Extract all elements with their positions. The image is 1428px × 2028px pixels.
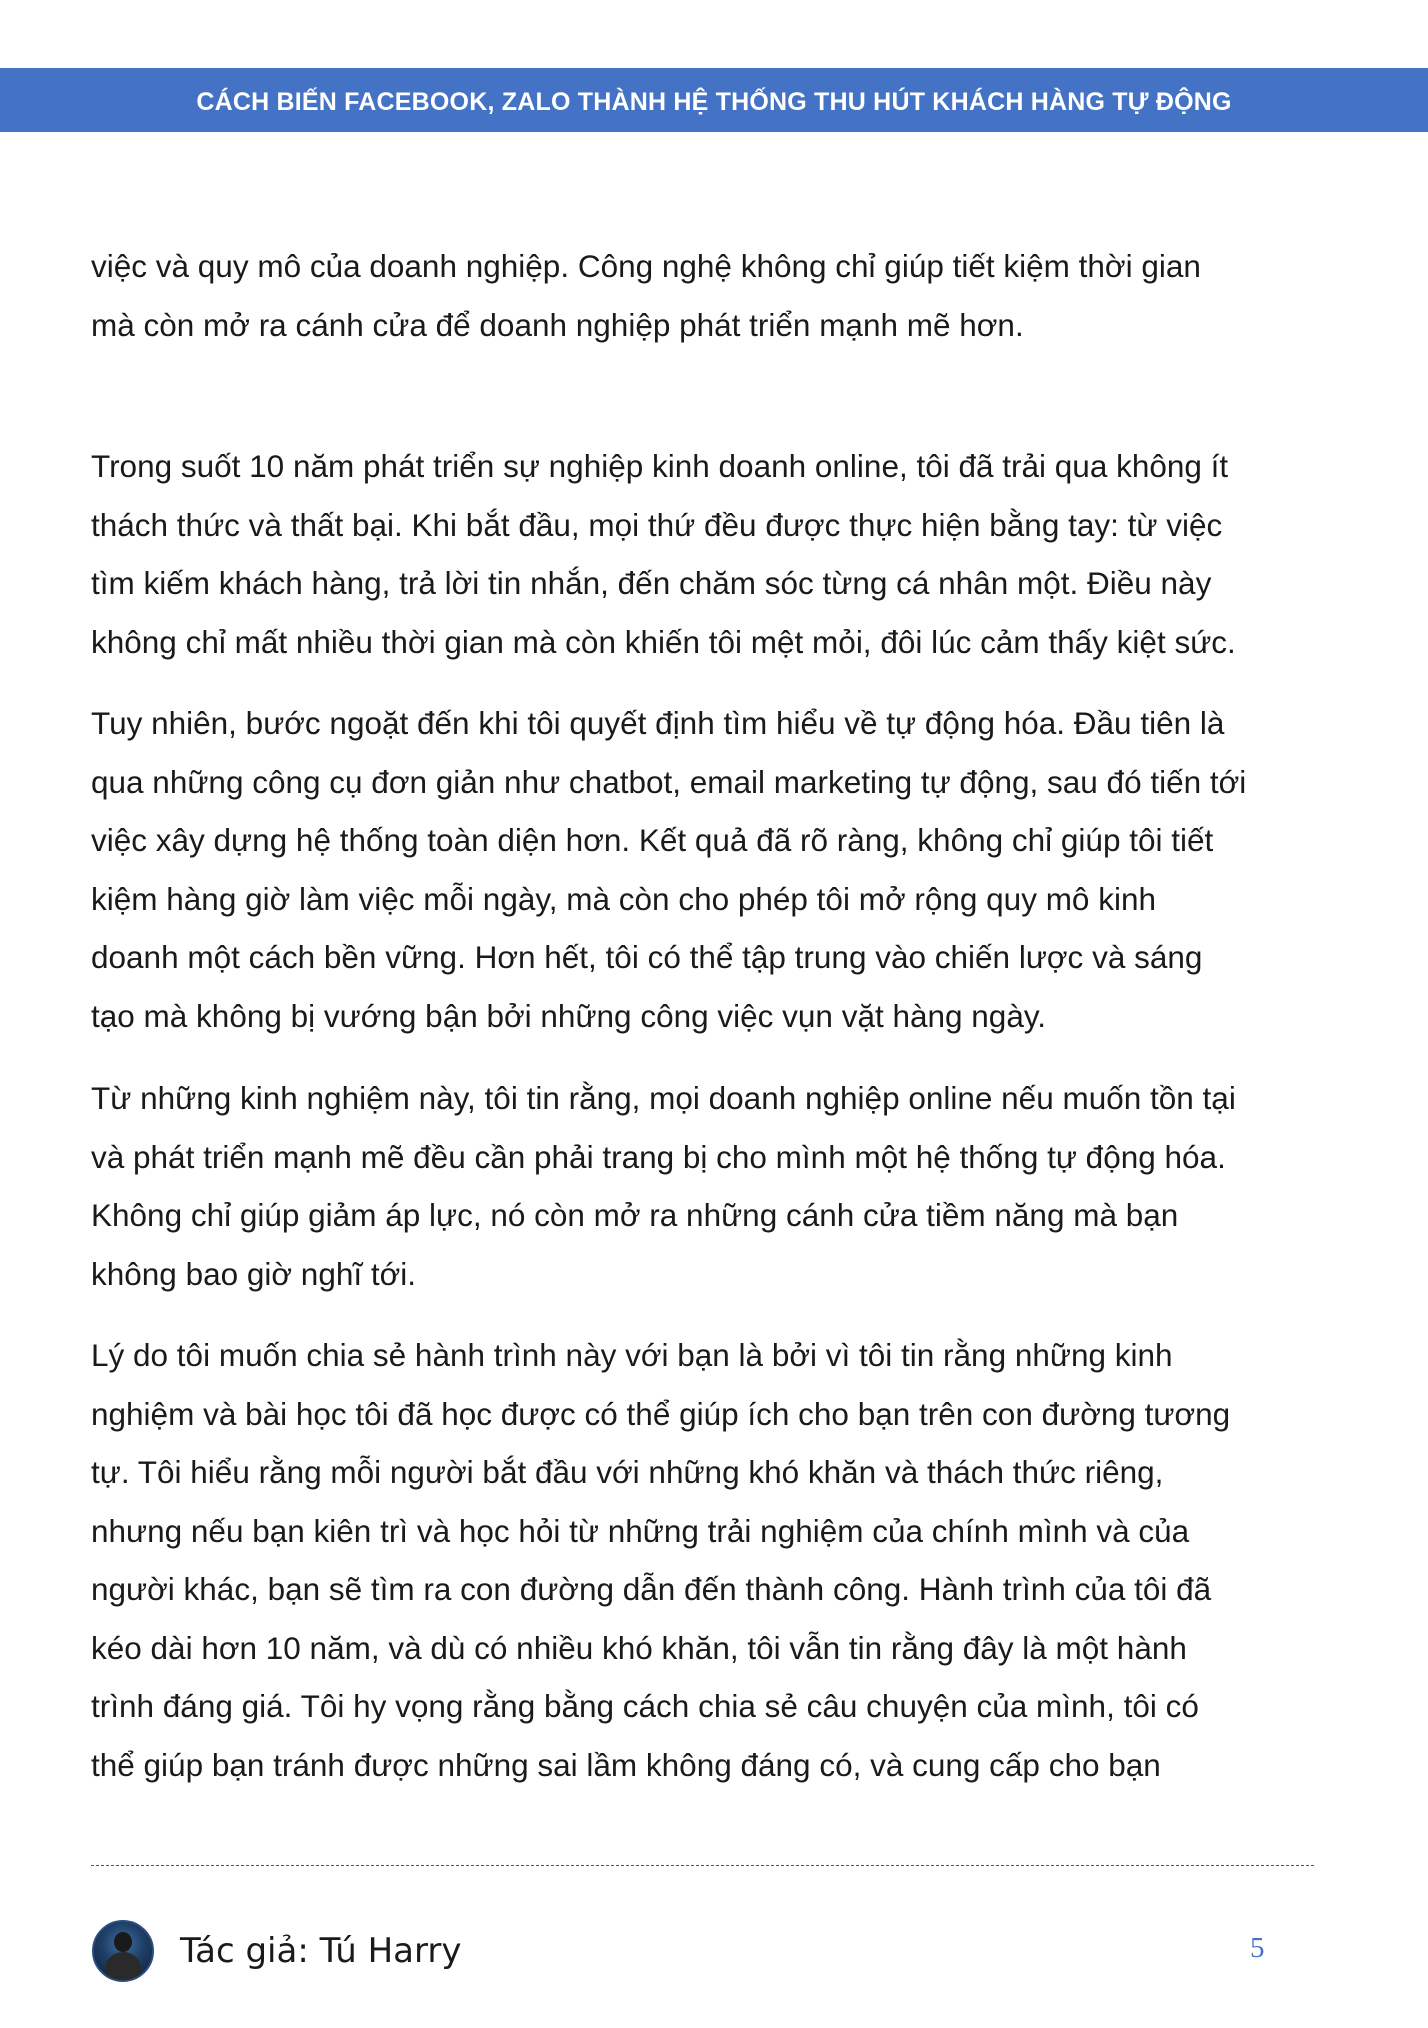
text-line: người khác, bạn sẽ tìm ra con đường dẫn đến thành công. Hành trình của tôi đã (91, 1571, 1212, 1607)
paragraph-5 (91, 1326, 1351, 1794)
header-bar (0, 68, 1428, 132)
text-line: không chỉ mất nhiều thời gian mà còn khiến tôi mệt mỏi, đôi lúc cảm thấy kiệt sức. (91, 623, 1236, 660)
text-line: không bao giờ nghĩ tới. (91, 1255, 417, 1292)
text-line: kéo dài hơn 10 năm, và dù có nhiều khó khăn, tôi vẫn tin rằng đây là một hành (91, 1629, 1187, 1666)
author-name: Tác giả: Tú Harry (180, 1931, 462, 1971)
text-line: Không chỉ giúp giảm áp lực, nó còn mở ra những cánh cửa tiềm năng mà bạn (91, 1197, 1179, 1233)
text-line: tạo mà không bị vướng bận bởi những công việc vụn vặt hàng ngày. (91, 997, 1047, 1034)
page-number: 5 (1250, 1932, 1265, 1964)
text-line: và phát triển mạnh mẽ đều cần phải trang bị cho mình một hệ thống tự động hóa. (91, 1138, 1226, 1175)
paragraph-2 (91, 437, 1351, 671)
text-line: thách thức và thất bại. Khi bắt đầu, mọi thứ đều được thực hiện bằng tay: từ việc (91, 506, 1223, 543)
text-line: Lý do tôi muốn chia sẻ hành trình này với bạn là bởi vì tôi tin rằng những kinh (91, 1337, 1173, 1373)
text-line: nhưng nếu bạn kiên trì và học hỏi từ những trải nghiệm của chính mình và của (91, 1512, 1190, 1549)
text-line: Tuy nhiên, bước ngoặt đến khi tôi quyết định tìm hiểu về tự động hóa. Đầu tiên là (91, 705, 1225, 741)
paragraph-4 (91, 1069, 1351, 1303)
text-line: Trong suốt 10 năm phát triển sự nghiệp kinh doanh online, tôi đã trải qua không ít (91, 448, 1229, 484)
avatar-body-shape (105, 1952, 141, 1982)
avatar-head-shape (114, 1932, 132, 1952)
header-title: CÁCH BIẾN FACEBOOK, ZALO THÀNH HỆ THỐNG THU HÚT KHÁCH HÀNG TỰ ĐỘNG (196, 87, 1232, 116)
text-line: qua những công cụ đơn giản như chatbot, email marketing tự động, sau đó tiến tới (91, 763, 1247, 800)
text-line: kiệm hàng giờ làm việc mỗi ngày, mà còn cho phép tôi mở rộng quy mô kinh (91, 880, 1156, 917)
paragraph-3 (91, 694, 1351, 1045)
text-line: việc và quy mô của doanh nghiệp. Công nghệ không chỉ giúp tiết kiệm thời gian (91, 248, 1201, 284)
footer (92, 1918, 461, 1984)
text-line: trình đáng giá. Tôi hy vọng rằng bằng cách chia sẻ câu chuyện của mình, tôi có (91, 1688, 1199, 1724)
text-line: doanh một cách bền vững. Hơn hết, tôi có thể tập trung vào chiến lược và sáng (91, 939, 1203, 975)
text-line: thể giúp bạn tránh được những sai lầm không đáng có, và cung cấp cho bạn (91, 1746, 1161, 1783)
text-line: việc xây dựng hệ thống toàn diện hơn. Kết quả đã rõ ràng, không chỉ giúp tôi tiết (91, 822, 1214, 858)
text-line: tìm kiếm khách hàng, trả lời tin nhắn, đến chăm sóc từng cá nhân một. Điều này (91, 565, 1212, 601)
text-line: nghiệm và bài học tôi đã học được có thể giúp ích cho bạn trên con đường tương (91, 1395, 1231, 1432)
paragraph-1 (91, 237, 1351, 354)
avatar (92, 1920, 154, 1982)
text-line: tự. Tôi hiểu rằng mỗi người bắt đầu với những khó khăn và thách thức riêng, (91, 1454, 1164, 1490)
text-line: mà còn mở ra cánh cửa để doanh nghiệp phát triển mạnh mẽ hơn. (91, 306, 1024, 343)
footer-divider (91, 1865, 1314, 1866)
text-line: Từ những kinh nghiệm này, tôi tin rằng, mọi doanh nghiệp online nếu muốn tồn tại (91, 1080, 1236, 1116)
